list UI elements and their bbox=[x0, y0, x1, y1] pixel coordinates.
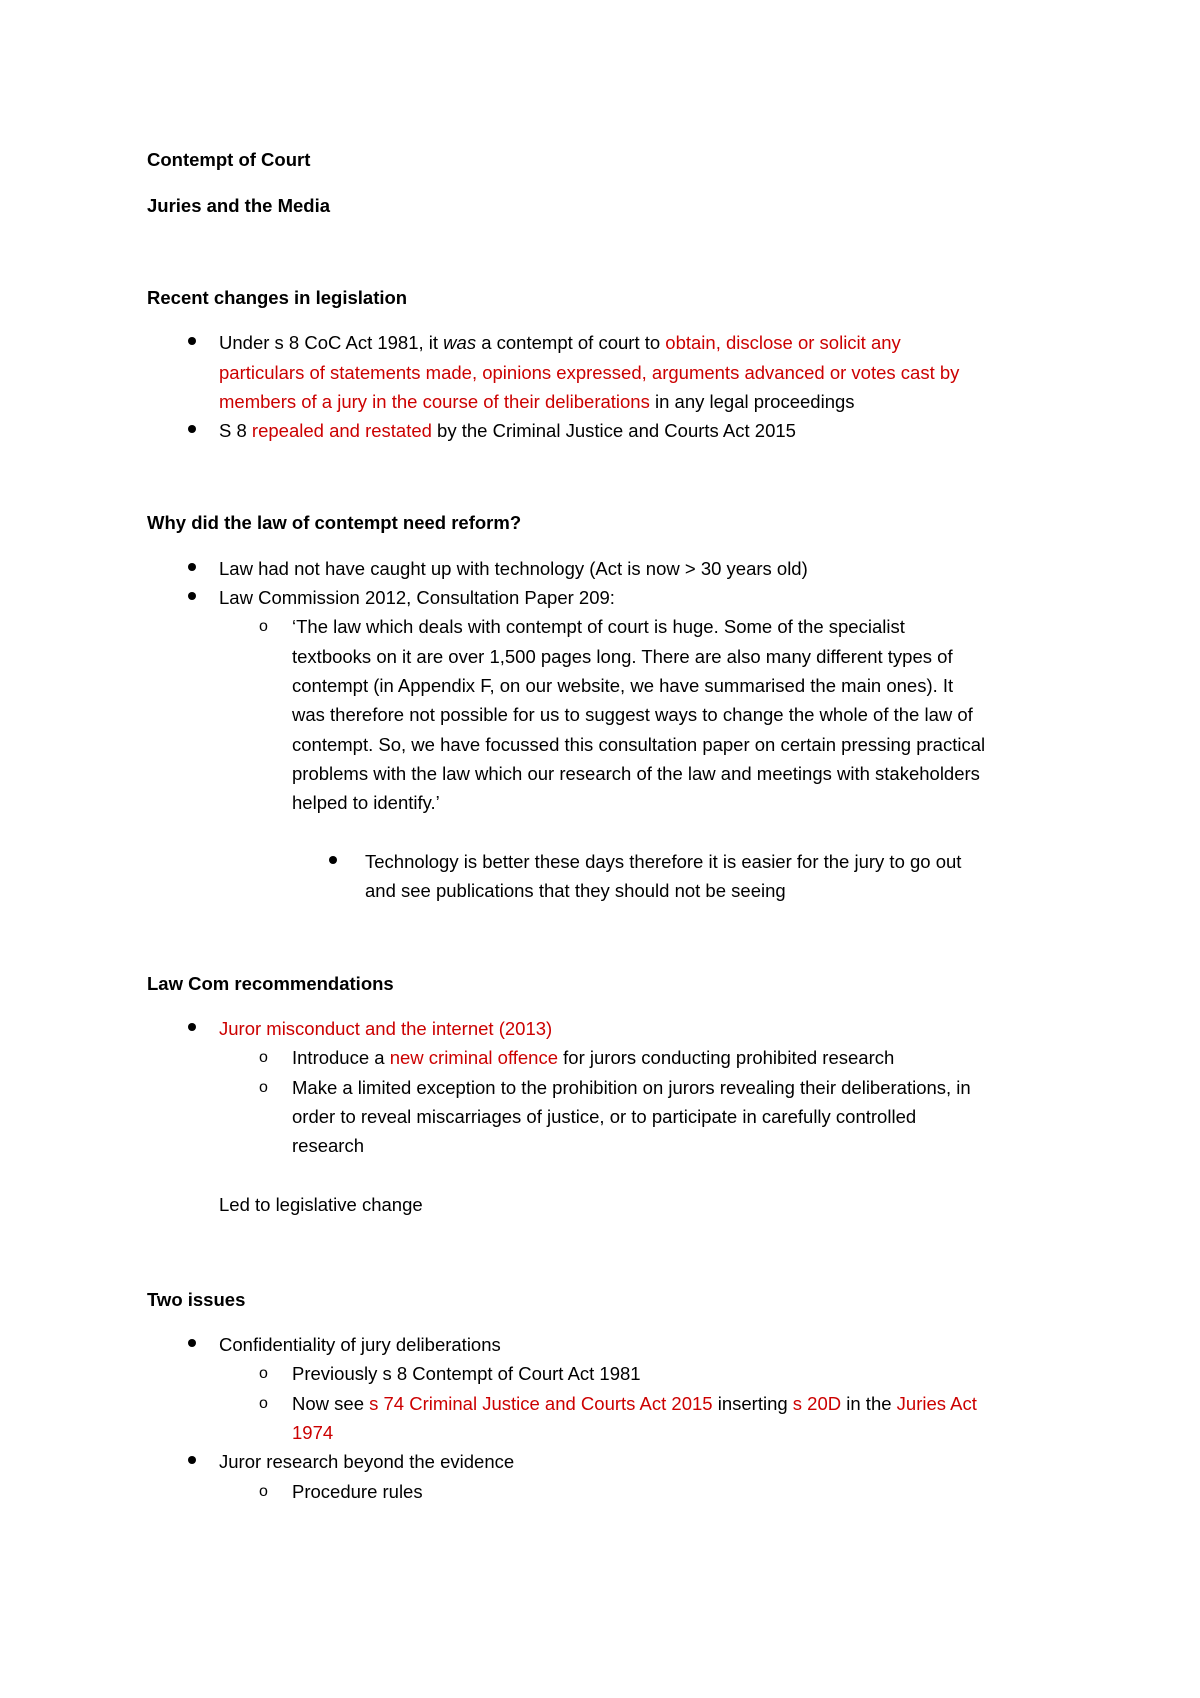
text-run: Now see bbox=[292, 1393, 370, 1414]
section-heading-recent-changes: Recent changes in legislation bbox=[147, 287, 408, 308]
text-run-red: new criminal offence bbox=[389, 1047, 559, 1068]
text-run: for jurors conducting prohibited research bbox=[558, 1047, 895, 1068]
sub-bullet-icon: o bbox=[259, 618, 268, 635]
sub-list-item-line bbox=[292, 1393, 977, 1415]
bullet-icon bbox=[188, 425, 196, 433]
list-item-line bbox=[219, 391, 855, 413]
quote-line: helped to identify.’ bbox=[292, 792, 440, 813]
sub-list-item-line: order to reveal miscarriages of justice, or to participate in carefully controlled bbox=[292, 1106, 917, 1127]
list-item-line bbox=[219, 332, 901, 354]
sub-bullet-icon: o bbox=[259, 1049, 268, 1066]
sub-list-item-line: Previously s 8 Contempt of Court Act 1981 bbox=[292, 1363, 641, 1384]
text-run: S 8 bbox=[219, 420, 252, 441]
section-heading-law-com: Law Com recommendations bbox=[147, 973, 394, 994]
sub-list-item-line: Make a limited exception to the prohibition on jurors revealing their deliberations, in bbox=[292, 1077, 971, 1098]
sub-list-item-line bbox=[292, 1047, 894, 1069]
list-item-line bbox=[219, 420, 796, 442]
text-run-italic: was bbox=[443, 332, 477, 353]
sub-bullet-icon: o bbox=[259, 1395, 268, 1412]
sub-bullet-icon: o bbox=[259, 1079, 268, 1096]
text-run-red: members of a jury in the course of their deliberations bbox=[219, 391, 650, 412]
list-item-line: particulars of statements made, opinions expressed, arguments advanced or votes cast by bbox=[219, 362, 960, 383]
text-run-red: obtain, disclose or solicit any bbox=[665, 332, 901, 353]
text-run-red: Juries Act bbox=[896, 1393, 977, 1414]
quote-line: contempt (in Appendix F, on our website, we have summarised the main ones). It bbox=[292, 675, 954, 696]
sub-list-item-line: Procedure rules bbox=[292, 1481, 423, 1502]
paragraph: Led to legislative change bbox=[219, 1194, 423, 1215]
text-run: by the Criminal Justice and Courts Act 2015 bbox=[431, 420, 796, 441]
text-run-red: repealed and restated bbox=[251, 420, 432, 441]
quote-line: was therefore not possible for us to suggest ways to change the whole of the law of bbox=[292, 704, 973, 725]
quote-line: ‘The law which deals with contempt of court is huge. Some of the specialist bbox=[292, 616, 905, 637]
text-run: Under s 8 CoC Act 1981, it bbox=[219, 332, 444, 353]
sub-list-item-line: research bbox=[292, 1135, 364, 1156]
doc-title: Contempt of Court bbox=[147, 149, 311, 170]
text-run: Introduce a bbox=[292, 1047, 390, 1068]
list-item-line: Juror research beyond the evidence bbox=[219, 1451, 515, 1472]
sub-bullet-icon: o bbox=[259, 1365, 268, 1382]
section-heading-why-reform: Why did the law of contempt need reform? bbox=[147, 512, 522, 533]
text-run: inserting bbox=[712, 1393, 793, 1414]
list-item-line: Juror misconduct and the internet (2013) bbox=[219, 1018, 553, 1039]
text-run: in any legal proceedings bbox=[649, 391, 855, 412]
bullet-icon bbox=[188, 592, 196, 600]
quote-line: textbooks on it are over 1,500 pages long. There are also many different types of bbox=[292, 646, 953, 667]
text-run: in the bbox=[841, 1393, 897, 1414]
sub-bullet-icon: o bbox=[259, 1483, 268, 1500]
section-heading-two-issues: Two issues bbox=[147, 1289, 246, 1310]
doc-subtitle: Juries and the Media bbox=[147, 195, 330, 216]
note-line: Technology is better these days therefore it is easier for the jury to go out bbox=[365, 851, 962, 872]
text-run: a contempt of court to bbox=[476, 332, 666, 353]
text-run-red: s 74 Criminal Justice and Courts Act 2015 bbox=[369, 1393, 713, 1414]
list-item-line: Confidentiality of jury deliberations bbox=[219, 1334, 501, 1355]
quote-line: problems with the law which our research of the law and meetings with stakeholders bbox=[292, 763, 980, 784]
bullet-icon bbox=[188, 337, 196, 345]
text-run-red: s 20D bbox=[792, 1393, 842, 1414]
bullet-icon bbox=[188, 563, 196, 571]
quote-line: contempt. So, we have focussed this consultation paper on certain pressing practical bbox=[292, 734, 986, 755]
list-item-line: Law Commission 2012, Consultation Paper 209: bbox=[219, 587, 615, 608]
note-line: and see publications that they should not be seeing bbox=[365, 880, 786, 901]
bullet-icon bbox=[329, 856, 337, 864]
bullet-icon bbox=[188, 1339, 196, 1347]
sub-list-item-line: 1974 bbox=[292, 1422, 334, 1443]
bullet-icon bbox=[188, 1023, 196, 1031]
list-item-line: Law had not have caught up with technology (Act is now > 30 years old) bbox=[219, 558, 808, 579]
bullet-icon bbox=[188, 1456, 196, 1464]
